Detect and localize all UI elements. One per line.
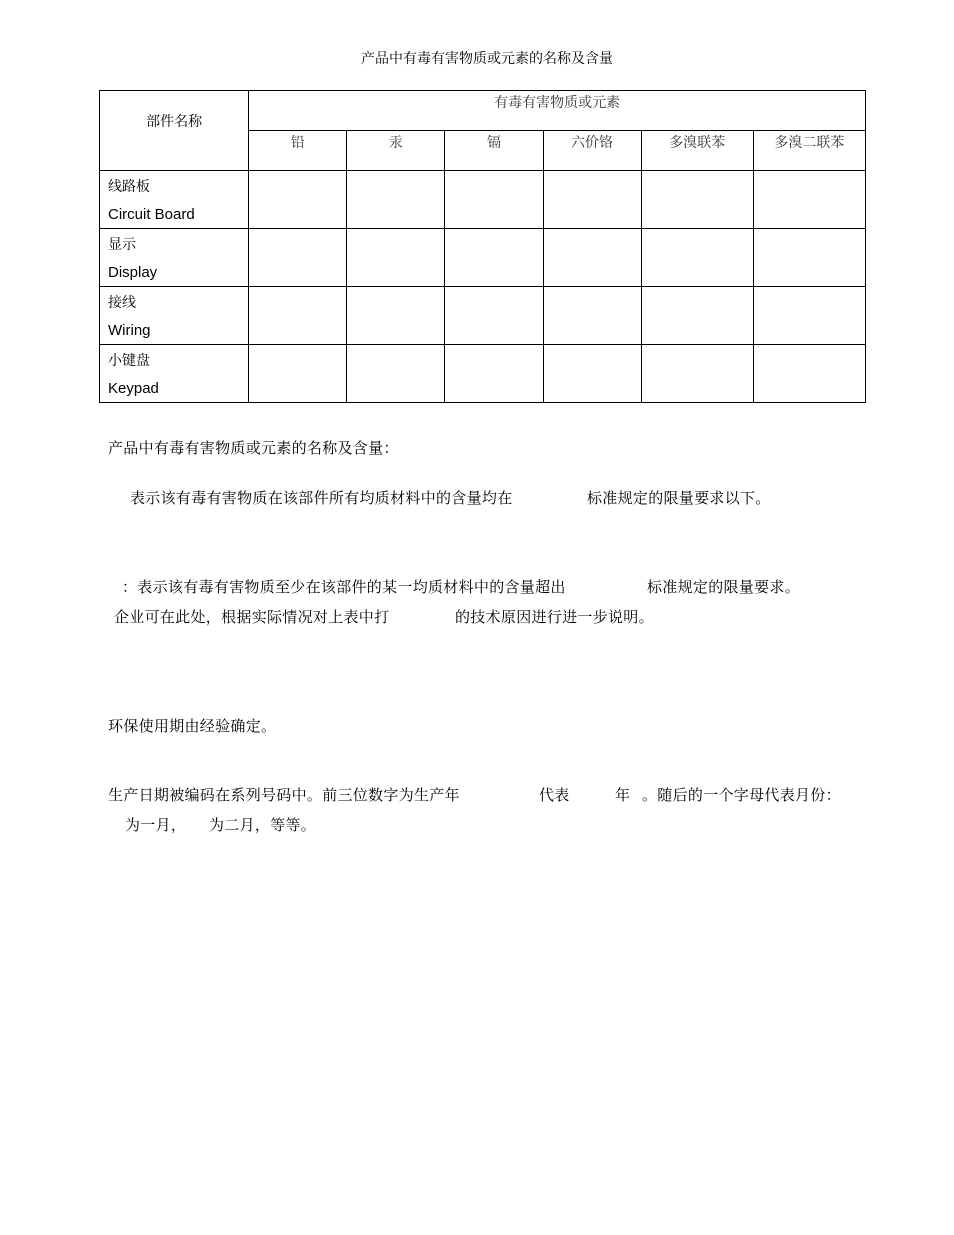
table-cell [543,345,641,403]
substance-header-pbde: 多溴二联苯 [753,131,865,171]
table-cell [753,287,865,345]
substance-group-header: 有毒有害物质或元素 [249,91,866,131]
table-row [100,345,866,403]
part-name-header: 部件名称 [100,91,249,171]
date-code-note-part3: 年 [615,786,631,804]
cross-mark-note-part2: 标准规定的限量要求。 [647,578,801,596]
table-row [100,171,866,229]
circle-mark-note-part2: 标准规定的限量要求以下。 [587,489,771,507]
document-title: 产品中有毒有害物质或元素的名称及含量 [361,51,613,67]
table-cell [641,171,753,229]
table-cell [445,229,543,287]
part-name-zh: 接线 [108,295,136,311]
table-cell [753,171,865,229]
table-cell [753,345,865,403]
table-cell [249,229,347,287]
table-row [100,287,866,345]
cross-mark-note-part1: ：表示该有毒有害物质至少在该部件的某一均质材料中的含量超出 [122,578,566,596]
eco-period-note: 环保使用期由经验确定。 [108,717,277,735]
date-code-note-part2: 代表 [539,786,570,804]
table-cell [347,171,445,229]
table-cell [347,229,445,287]
table-cell [543,229,641,287]
table-cell [445,345,543,403]
part-name-zh: 线路板 [108,179,150,195]
part-name-cell [100,171,249,229]
part-name-en: Circuit Board [108,206,195,223]
part-name-zh: 小键盘 [108,353,150,369]
substance-header-cadmium: 镉 [445,131,543,171]
substance-header-pbb: 多溴联苯 [641,131,753,171]
substance-header-lead: 铅 [249,131,347,171]
part-name-zh: 显示 [108,237,136,253]
table-cell [347,287,445,345]
table-cell [753,229,865,287]
table-cell [543,287,641,345]
part-name-en: Wiring [108,322,151,339]
part-name-cell [100,287,249,345]
circle-mark-note-part1: 表示该有毒有害物质在该部件所有均质材料中的含量均在 [130,489,513,507]
table-header-row [100,91,866,131]
table-cell [641,229,753,287]
table-row [100,229,866,287]
table-cell [445,171,543,229]
substance-header-chromium-vi: 六价铬 [543,131,641,171]
table-cell [445,287,543,345]
table-cell [641,345,753,403]
part-name-cell [100,345,249,403]
part-name-en: Keypad [108,380,159,397]
explanation-note-part1: 企业可在此处，根据实际情况对上表中打 [114,608,390,626]
part-name-en: Display [108,264,158,281]
table-cell [249,171,347,229]
date-code-note-part1: 生产日期被编码在系列号码中。前三位数字为生产年 [108,786,460,804]
explanation-note-part2: 的技术原因进行进一步说明。 [455,608,654,626]
part-name-cell [100,229,249,287]
month-code-note-part1: 为一月， [125,816,187,834]
month-code-note-part2: 为二月，等等。 [209,816,317,834]
table-cell [543,171,641,229]
table-cell [249,287,347,345]
notes-heading: 产品中有毒有害物质或元素的名称及含量： [108,439,399,457]
hazardous-substance-table [99,90,866,403]
substance-header-mercury: 汞 [347,131,445,171]
date-code-note-part4: 。随后的一个字母代表月份： [642,786,841,804]
table-cell [347,345,445,403]
table-cell [641,287,753,345]
table-cell [249,345,347,403]
